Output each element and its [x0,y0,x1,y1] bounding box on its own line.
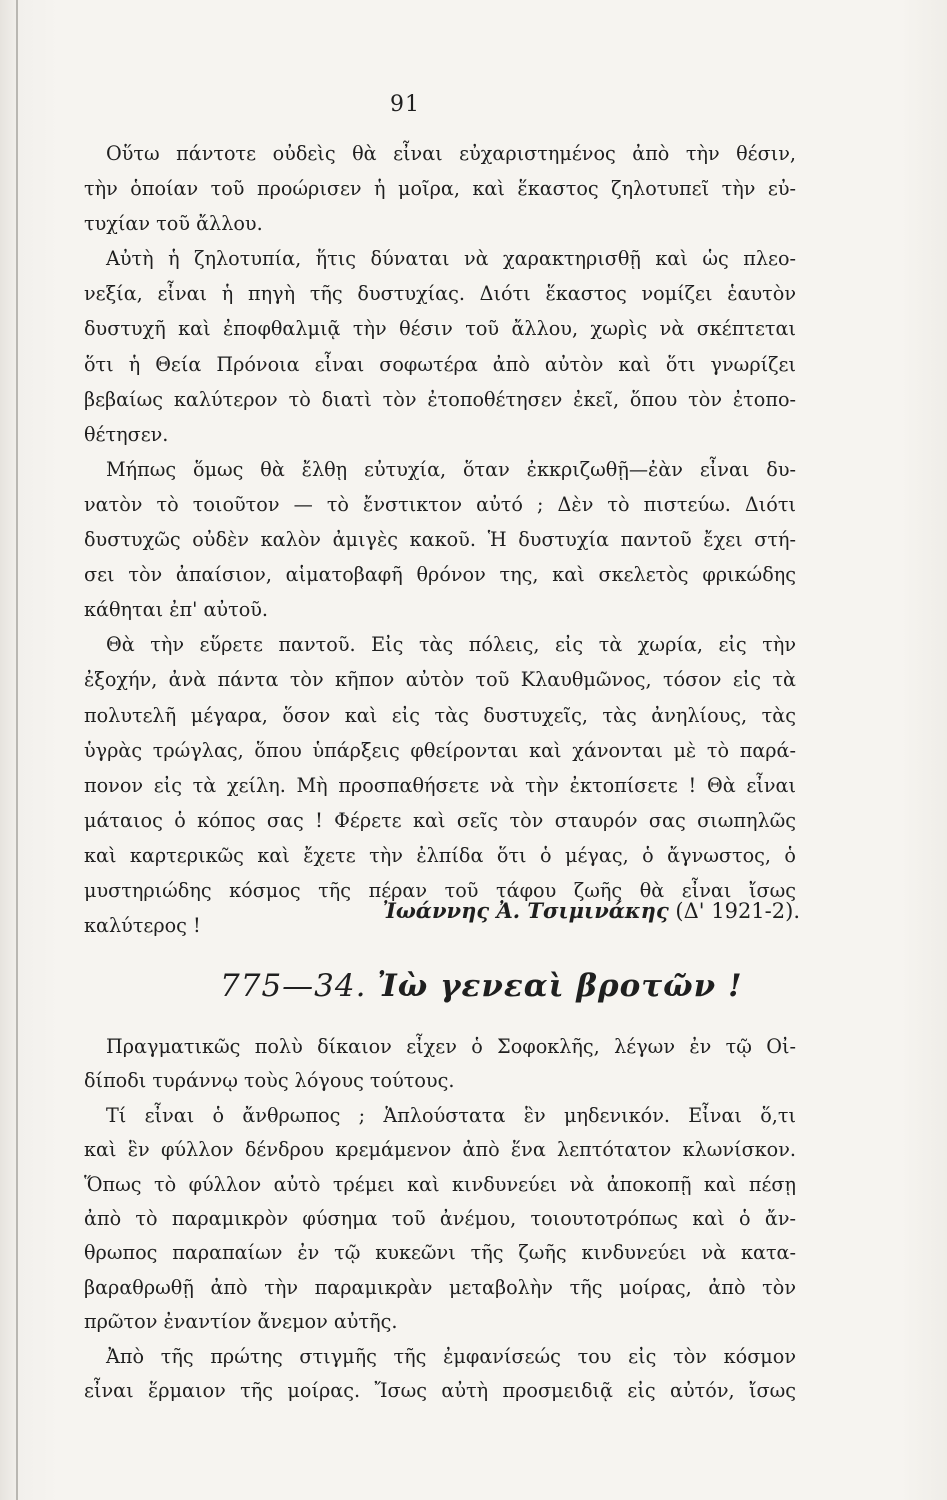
text-line: πρῶτον ἐναντίον ἄνεμον αὐτῆς. [84,1310,398,1334]
text-line: βεβαίως καλύτερον τὸ διατὶ τὸν ἐτοποθέτησεν ἐκεῖ, ὅπου τὸν ἐτοπο- [84,387,796,411]
text-line: Μήπως ὅμως θὰ ἔλθῃ εὐτυχία, ὅταν ἐκκριζωθῇ—ἐὰν εἶναι δυ- [106,457,796,481]
text-line: ὅτι ἡ Θεία Πρόνοια εἶναι σοφωτέρα ἀπὸ αὐτὸν καὶ ὅτι γνωρίζει [84,352,796,376]
text-line: μάταιος ὁ κόπος σας ! Φέρετε καὶ σεῖς τὸν σταυρόν σας σιωπηλῶς [84,808,796,832]
text-line: μυστηριώδης κόσμος τῆς πέραν τοῦ τάφου ζωῆς θὰ εἶναι ἴσως [84,878,796,902]
text-line: θέτησεν. [84,422,169,446]
text-line: θρωπος παραπαίων ἐν τῷ κυκεῶνι τῆς ζωῆς κινδυνεύει νὰ κατα- [84,1241,796,1265]
text-line: δυστυχῶς οὐδὲν καλὸν ἀμιγὲς κακοῦ. Ἡ δυστυχία παντοῦ ἔχει στή- [84,528,796,552]
text-line: ἐξοχήν, ἀνὰ πάντα τὸν κῆπον αὐτὸν τοῦ Κλαυθμῶνος, τόσον εἰς τὰ [84,668,796,692]
text-line: Ἀπὸ τῆς πρώτης στιγμῆς τῆς ἐμφανίσεώς του εἰς τὸν κόσμον [106,1344,796,1368]
page-spine-edge [16,0,18,1500]
text-line: νατὸν τὸ τοιοῦτον — τὸ ἔνστικτον αὐτό ; Δὲν τὸ πιστεύω. Διότι [84,492,796,516]
text-line: νεξία, εἶναι ἡ πηγὴ τῆς δυστυχίας. Διότι ἕκαστος νομίζει ἑαυτὸν [84,282,796,306]
text-line: τὴν ὁποίαν τοῦ προώρισεν ἡ μοῖρα, καὶ ἕκαστος ζηλοτυπεῖ τὴν εὐ- [84,177,796,201]
text-line: Οὕτω πάντοτε οὐδεὶς θὰ εἶναι εὐχαριστημένος ἀπὸ τὴν θέσιν, [106,142,796,165]
section-heading [220,966,743,1006]
page-number: 91 [390,92,420,117]
signature-author: Ἰωάννης Ἀ. Τσιμινάκης [382,898,669,923]
text-line: καὶ καρτερικῶς καὶ ἔχετε τὴν ἐλπίδα ὅτι ὁ μέγας, ὁ ἄγνωστος, ὁ [84,843,796,867]
text-line: καὶ ἓν φύλλον δένδρου κρεμάμενον ἀπὸ ἕνα λεπτότατον κλωνίσκον. [84,1138,796,1162]
text-line: κάθηται ἐπ' αὐτοῦ. [84,598,269,622]
text-line: Τί εἶναι ὁ ἄνθρωπος ; Ἁπλούστατα ἓν μηδενικόν. Εἶναι ὅ,τι [106,1103,796,1127]
text-line: Αὐτὴ ἡ ζηλοτυπία, ἥτις δύναται νὰ χαρακτηρισθῇ καὶ ὡς πλεο- [106,247,796,271]
text-line: πολυτελῆ μέγαρα, ὅσον καὶ εἰς τὰς δυστυχεῖς, τὰς ἀνηλίους, τὰς [84,703,796,727]
text-line: πονον εἰς τὰ χείλη. Μὴ προσπαθήσετε νὰ τὴν ἐκτοπίσετε ! Θὰ εἶναι [84,773,796,797]
text-line: δίποδι τυράννῳ τοὺς λόγους τούτους. [84,1069,455,1093]
text-line: Πραγματικῶς πολὺ δίκαιον εἶχεν ὁ Σοφοκλῆς, λέγων ἐν τῷ Οἰ- [106,1035,796,1058]
signature [0,896,800,926]
text-line: καλύτερος ! [84,914,201,938]
text-line: ὑγρὰς τρώγλας, ὅπου ὑπάρξεις φθείρονται καὶ χάνονται μὲ τὸ παρά- [84,738,796,762]
section-2-body [84,1030,796,1408]
text-line: τυχίαν τοῦ ἄλλου. [84,212,263,236]
section-number: 775—34. [220,968,367,1004]
section-1-body [84,136,796,943]
text-line: Ὅπως τὸ φύλλον αὐτὸ τρέμει καὶ κινδυνεύει νὰ ἀποκοπῇ καὶ πέσῃ [84,1172,796,1196]
text-line: σει τὸν ἀπαίσιον, αἱματοβαφῆ θρόνον της, καὶ σκελετὸς φρικώδης [84,563,796,587]
text-line: ἀπὸ τὸ παραμικρὸν φύσημα τοῦ ἀνέμου, τοιουτοτρόπως καὶ ὁ ἄν- [84,1207,796,1231]
text-line: εἶναι ἕρμαιον τῆς μοίρας. Ἴσως αὐτὴ προσμειδιᾷ εἰς αὐτόν, ἴσως [84,1379,796,1403]
section-title: Ἰὼ γενεαὶ βροτῶν ! [377,968,743,1004]
text-line: βαραθρωθῇ ἀπὸ τὴν παραμικρὰν μεταβολὴν τῆς μοίρας, ἀπὸ τὸν [84,1275,796,1299]
signature-detail: (Δ' 1921-2). [675,899,800,923]
text-line: δυστυχῆ καὶ ἐποφθαλμιᾷ τὴν θέσιν τοῦ ἄλλου, χωρὶς νὰ σκέπτεται [84,317,796,341]
text-line: Θὰ τὴν εὕρετε παντοῦ. Εἰς τὰς πόλεις, εἰς τὰ χωρία, εἰς τὴν [106,633,796,657]
